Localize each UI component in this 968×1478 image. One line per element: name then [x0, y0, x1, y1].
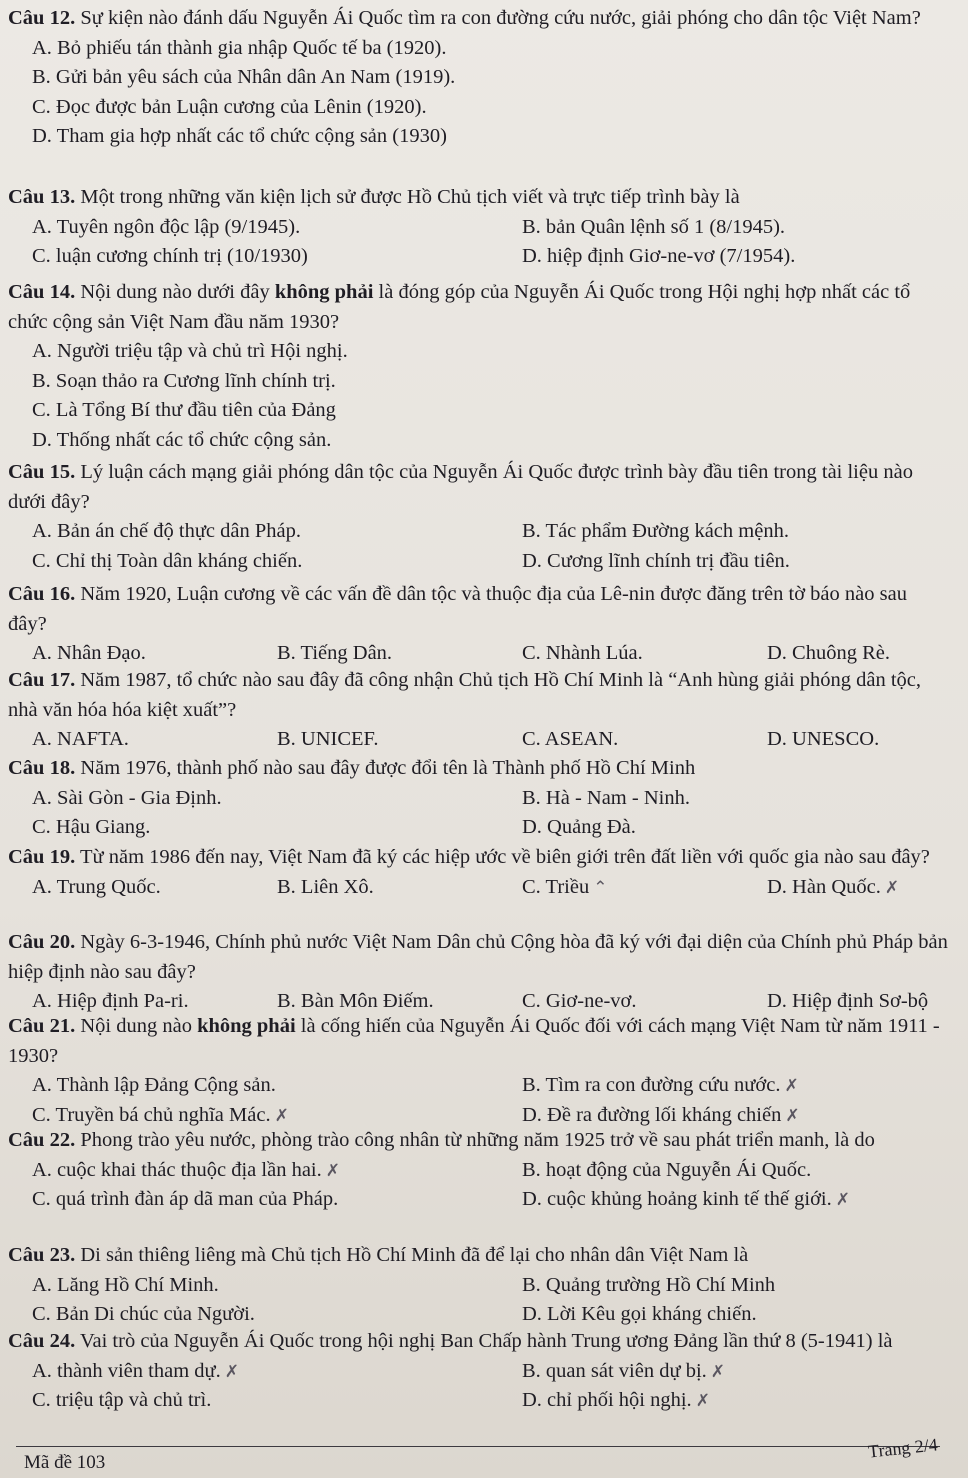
question-label: Câu 15.	[8, 461, 76, 483]
question-body: Từ năm 1986 đến nay, Việt Nam đã ký các hiệp ước về biên giới trên đất liền với quốc gia nào sau đây?	[79, 846, 930, 868]
option-c: C. Đọc được bản Luận cương của Lênin (1920).	[32, 95, 427, 118]
question-23	[8, 1241, 948, 1330]
question-text	[8, 278, 948, 337]
question-text	[8, 4, 948, 34]
question-body: Năm 1987, tổ chức nào sau đây đã công nhận Chủ tịch Hồ Chí Minh là “Anh hùng giải phóng dân tộc, nhà văn hóa hóa kiệt xuất”?	[8, 669, 921, 721]
option-d	[767, 873, 899, 903]
options-list	[8, 725, 948, 755]
pen-cross-mark-icon: ✗	[785, 1105, 800, 1126]
question-text	[8, 843, 948, 873]
question-19	[8, 843, 948, 902]
option-a: A. Bỏ phiếu tán thành gia nhập Quốc tế ba (1920).	[32, 36, 447, 59]
pen-cross-mark-icon: ✗	[224, 1361, 239, 1382]
option-b: B. bản Quân lệnh số 1 (8/1945).	[522, 215, 786, 238]
option-b: B. Hà - Nam - Ninh.	[522, 786, 690, 809]
option-a: A. Nhân Đạo.	[32, 642, 146, 664]
question-label: Câu 12.	[8, 7, 76, 29]
option-d: D. Thống nhất các tổ chức cộng sản.	[32, 428, 332, 451]
options-list	[8, 1071, 948, 1130]
option-d	[522, 1386, 710, 1416]
question-12	[8, 4, 948, 152]
question-text	[8, 183, 948, 213]
question-body: Năm 1976, thành phố nào sau đây được đổi tên là Thành phố Hồ Chí Minh	[80, 757, 696, 779]
option-d: D. hiệp định Giơ-ne-vơ (7/1954).	[522, 245, 796, 267]
option-a	[32, 1156, 522, 1186]
question-15	[8, 458, 948, 576]
question-text	[8, 754, 948, 784]
pen-cross-mark-icon: ✗	[710, 1361, 726, 1382]
question-body: Sự kiện nào đánh dấu Nguyễn Ái Quốc tìm ra con đường cứu nước, giải phóng cho dân tộc Việt Nam?	[80, 7, 921, 29]
pen-cross-mark-icon: ✗	[784, 1076, 799, 1096]
pen-cross-mark-icon: ✗	[325, 1160, 340, 1181]
option-c: C. Là Tổng Bí thư đầu tiên của Đảng	[32, 399, 336, 421]
question-22	[8, 1126, 948, 1215]
option-d: D. Chuông Rè.	[767, 642, 890, 664]
option-a: A. NAFTA.	[32, 728, 129, 750]
option-d: D. Tham gia hợp nhất các tổ chức cộng sản (1930)	[32, 125, 447, 147]
options-list	[8, 1271, 948, 1330]
option-c: C. Nhành Lúa.	[522, 642, 643, 664]
question-24	[8, 1327, 948, 1416]
question-label: Câu 19.	[8, 846, 76, 868]
pen-cross-mark-icon: ✗	[695, 1391, 710, 1411]
option-a	[32, 1357, 522, 1387]
options-list	[8, 337, 948, 455]
option-b: B. Liên Xô.	[277, 875, 374, 898]
exam-code: Mã đề 103	[24, 1452, 106, 1473]
question-text	[8, 1327, 948, 1357]
option-b: B. Quảng trường Hồ Chí Minh	[522, 1273, 776, 1296]
options-list	[8, 34, 948, 152]
option-c: C. triệu tập và chủ trì.	[32, 1389, 212, 1411]
options-list	[8, 1357, 948, 1416]
option-b: B. Tiếng Dân.	[277, 642, 393, 664]
question-label: Câu 22.	[8, 1129, 76, 1151]
option-b	[522, 1071, 799, 1101]
question-label: Câu 18.	[8, 757, 76, 779]
question-label: Câu 23.	[8, 1244, 76, 1266]
question-17	[8, 666, 948, 755]
question-text	[8, 1012, 948, 1071]
question-text	[8, 580, 948, 639]
question-label: Câu 13.	[8, 186, 76, 208]
option-b-text: B. Tìm ra con đường cứu nước.	[522, 1074, 781, 1096]
option-c: C. luận cương chính trị (10/1930)	[32, 245, 308, 267]
option-d-text: D. Đề ra đường lối kháng chiến	[522, 1103, 782, 1126]
option-d: D. Cương lĩnh chính trị đầu tiên.	[522, 549, 790, 572]
question-body-rest: là cống hiến của Nguyễn Ái Quốc đối với cách mạng Việt Nam từ năm 1911 - 1930?	[8, 1015, 940, 1067]
question-16	[8, 580, 948, 669]
option-c	[522, 873, 767, 903]
question-20	[8, 928, 948, 1017]
option-a: A. Trung Quốc.	[32, 875, 161, 898]
option-b: B. UNICEF.	[277, 728, 379, 750]
option-a: A. Thành lập Đảng Cộng sản.	[32, 1074, 276, 1096]
question-body: Nội dung nào	[80, 1015, 192, 1037]
options-list	[8, 1156, 948, 1215]
options-list	[8, 784, 948, 843]
option-d: D. Hiệp định Sơ-bộ	[767, 990, 929, 1012]
question-body: Vai trò của Nguyễn Ái Quốc trong hội nghị Ban Chấp hành Trung ương Đảng lần thứ 8 (5-1941) là	[79, 1330, 893, 1352]
option-a: A. Lăng Hồ Chí Minh.	[32, 1273, 219, 1296]
question-body: Một trong những văn kiện lịch sử được Hồ Chủ tịch viết và trực tiếp trình bày là	[80, 186, 740, 208]
pen-cross-mark-icon: ✗	[274, 1105, 289, 1126]
option-d-text: D. Hàn Quốc.	[767, 875, 881, 898]
question-label: Câu 20.	[8, 931, 76, 953]
option-c: C. Giơ-ne-vơ.	[522, 990, 637, 1012]
question-body: Di sản thiêng liêng mà Chủ tịch Hồ Chí Minh đã để lại cho nhân dân Việt Nam là	[80, 1244, 749, 1266]
option-d-text: D. chỉ phối hội nghị.	[522, 1389, 692, 1411]
question-emphasis: không phải	[274, 281, 374, 303]
question-text	[8, 1241, 948, 1271]
option-b: B. Bàn Môn Điếm.	[277, 990, 434, 1012]
question-body: Ngày 6-3-1946, Chính phủ nước Việt Nam Dân chủ Cộng hòa đã ký với đại diện của Chính phủ Pháp bản hiệp định nào sau đây?	[8, 931, 948, 983]
question-13	[8, 183, 948, 272]
question-text	[8, 458, 948, 517]
option-c: C. quá trình đàn áp dã man của Pháp.	[32, 1188, 339, 1210]
page-number: Trang 2/4	[867, 1434, 939, 1462]
options-list	[8, 213, 948, 272]
option-a: A. Tuyên ngôn độc lập (9/1945).	[32, 215, 301, 238]
option-d-text: D. cuộc khủng hoảng kinh tế thế giới.	[522, 1188, 832, 1210]
option-b-text: B. quan sát viên dự bị.	[522, 1359, 707, 1382]
question-label: Câu 16.	[8, 583, 76, 605]
option-c: C. Bản Di chúc của Người.	[32, 1303, 255, 1325]
option-b: B. Tác phẩm Đường kách mệnh.	[522, 520, 789, 542]
option-a: A. Hiệp định Pa-ri.	[32, 990, 189, 1012]
option-c-text: C. Truyền bá chủ nghĩa Mác.	[32, 1103, 271, 1126]
question-body-rest: là đóng góp của Nguyễn Ái Quốc trong Hội nghị hợp nhất các tổ chức cộng sản Việt Nam đầu năm 1930?	[8, 281, 911, 333]
option-c: C. Hậu Giang.	[32, 816, 151, 838]
option-a: A. Bản án chế độ thực dân Pháp.	[32, 520, 302, 542]
question-21	[8, 1012, 948, 1130]
question-label: Câu 14.	[8, 281, 76, 303]
pen-cross-mark-icon: ✗	[835, 1190, 850, 1210]
option-b: B. Soạn thảo ra Cương lĩnh chính trị.	[32, 369, 336, 392]
option-b	[522, 1357, 725, 1387]
question-label: Câu 24.	[8, 1330, 76, 1352]
question-text	[8, 1126, 948, 1156]
option-d	[522, 1185, 850, 1215]
question-text	[8, 928, 948, 987]
question-body: Năm 1920, Luận cương về các vấn đề dân tộc và thuộc địa của Lê-nin được đăng trên tờ báo nào sau đây?	[8, 583, 907, 635]
option-d: D. Quảng Đà.	[522, 816, 636, 838]
question-label: Câu 21.	[8, 1015, 76, 1037]
question-18	[8, 754, 948, 843]
option-a-text: A. cuộc khai thác thuộc địa lần hai.	[32, 1158, 322, 1181]
question-body: Nội dung nào dưới đây	[80, 281, 270, 303]
option-a: A. Người triệu tập và chủ trì Hội nghị.	[32, 340, 348, 362]
option-b: B. Gửi bản yêu sách của Nhân dân An Nam (1919).	[32, 66, 456, 88]
options-list	[8, 639, 948, 669]
question-body: Lý luận cách mạng giải phóng dân tộc của Nguyễn Ái Quốc được trình bày đầu tiên trong tài liệu nào dưới đây?	[8, 461, 913, 513]
option-b: B. hoạt động của Nguyễn Ái Quốc.	[522, 1158, 812, 1181]
question-label: Câu 17.	[8, 669, 76, 691]
question-text	[8, 666, 948, 725]
option-d: D. Lời Kêu gọi kháng chiến.	[522, 1303, 757, 1325]
question-body: Phong trào yêu nước, phòng trào công nhân từ những năm 1925 trở về sau phát triển manh, là do	[80, 1129, 875, 1151]
option-c: C. ASEAN.	[522, 728, 619, 750]
option-a: A. Sài Gòn - Gia Định.	[32, 786, 222, 809]
options-list	[8, 517, 948, 576]
question-14	[8, 278, 948, 455]
question-emphasis: không phải	[197, 1015, 296, 1037]
pen-tick-mark-icon: ⌃	[593, 877, 608, 898]
footer-divider	[16, 1446, 940, 1447]
pen-cross-mark-icon: ✗	[884, 877, 900, 898]
option-c: C. Chỉ thị Toàn dân kháng chiến.	[32, 549, 303, 572]
option-c-text: C. Triều	[522, 875, 590, 898]
options-list	[8, 873, 948, 903]
option-d: D. UNESCO.	[767, 728, 880, 750]
option-a-text: A. thành viên tham dự.	[32, 1359, 221, 1382]
